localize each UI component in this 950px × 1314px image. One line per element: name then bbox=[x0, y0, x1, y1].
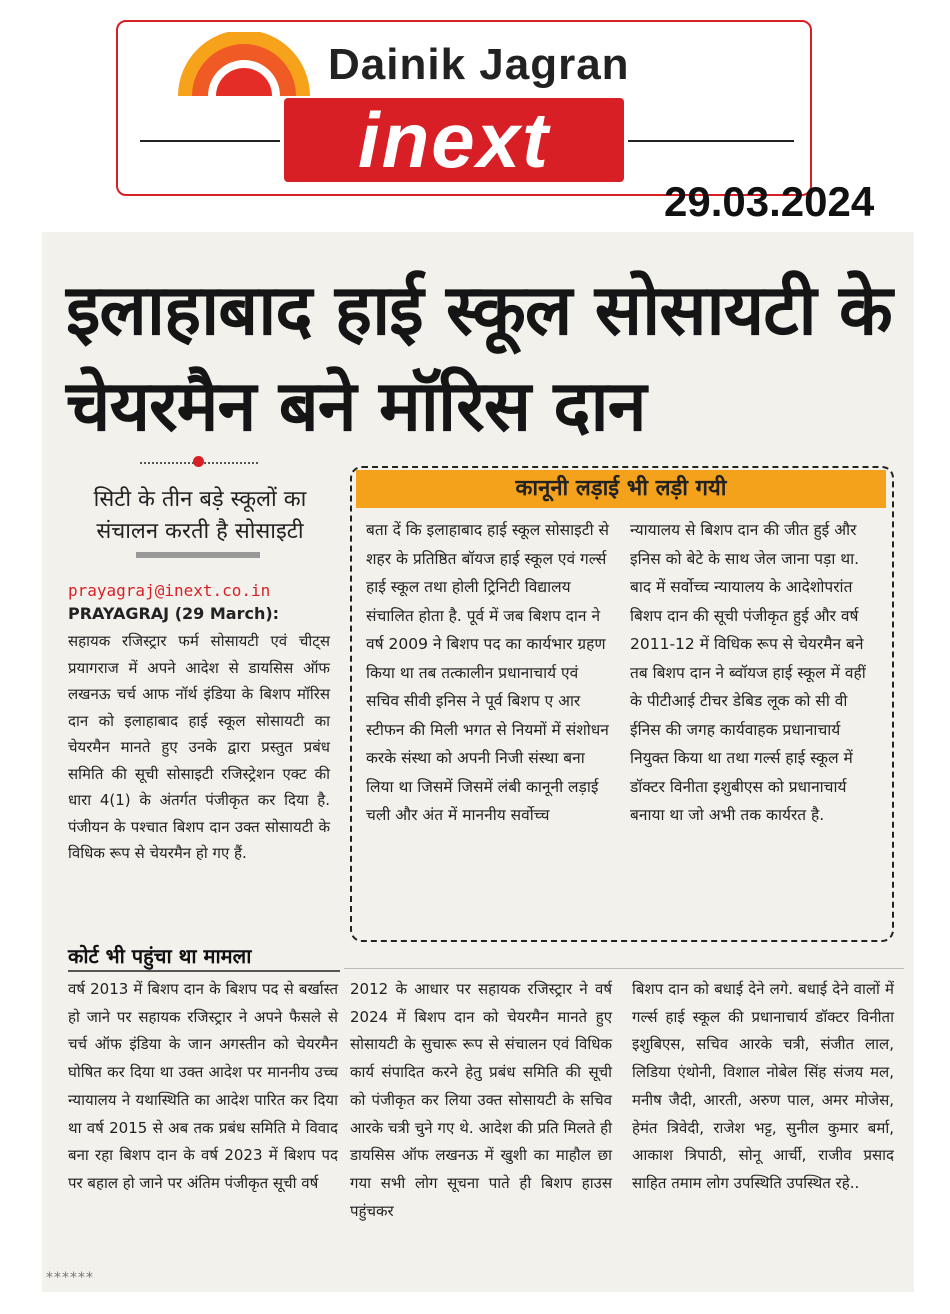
sidebar-column-1: बता दें कि इलाहाबाद हाई स्कूल सोसाइटी से शहर के प्रतिष्ठित बॉयज हाई स्कूल एवं गर्ल्स हाई स्कूल तथा होली ट्रिनिटी विद्यालय संचालित होता है. पूर्व में जब बिशप दान ने वर्ष 2009 ने बिशप पद का कार्यभार ग्रहण किया था तब तत्कालीन प्रधानाचार्य एवं सचिव सीवी इनिस ने पूर्व बिशप ए आर स्टीफन की मिली भगत से नियमों में संशोधन करके संस्था को अपनी निजी संस्था बना लिया था जिसमें जिसमें लंबी कानूनी लड़ाई चली और अंत में माननीय सर्वोच्च bbox=[366, 521, 610, 824]
sidebar-box-title: कानूनी लड़ाई भी लड़ी गयी bbox=[356, 470, 886, 508]
dateline: PRAYAGRAJ (29 March): bbox=[68, 604, 280, 623]
masthead-rule-right bbox=[628, 140, 794, 142]
bottom-divider bbox=[344, 968, 904, 969]
body-column-1: वर्ष 2013 में बिशप दान के बिशप पद से बर्खास्त हो जाने पर सहायक रजिस्ट्रार ने अपने फैसले से चर्च ऑफ इंडिया के जान अगस्तीन को चेयरमैन घोषित कर दिया था उक्त आदेश पर माननीय उच्च न्यायालय ने यथास्थिति का आदेश पारित कर दिया था वर्ष 2015 से अब तक प्रबंध समिति मे विवाद बना रहा बिशप दान के वर्ष 2023 में बिशप पद पर बहाल हो जाने पर अंतिम पंजीकृत सूची वर्ष bbox=[68, 980, 338, 1192]
section-rule bbox=[68, 970, 340, 972]
reporter-email: prayagraj@inext.co.in bbox=[68, 581, 271, 600]
brand-name-main: inext bbox=[284, 98, 624, 182]
section-heading: कोर्ट भी पहुंचा था मामला bbox=[68, 944, 252, 968]
red-dot-icon bbox=[193, 456, 204, 467]
sidebar-column-2: न्यायालय से बिशप दान की जीत हुई और इनिस को बेटे के साथ जेल जाना पड़ा था. बाद में सर्वोच्च न्यायालय के आदेशोपरांत बिशप दान की सूची पंजीकृत हुई और वर्ष 2011-12 में विधिक रूप से चेयरमैन बने तब बिशप दान ने ब्वॉयज हाई स्कूल में वहीं के पीटीआई टीचर डेबिड लूक को सी वी ईनिस की जगह कार्यवाहक प्रधानाचार्य नियुक्त किया था तथा गर्ल्स हाई स्कूल में डॉक्टर विनीता इशुबीएस को प्रधानाचार्य बनाया था जो अभी तक कार्यरत है. bbox=[630, 521, 866, 824]
brand-name-top: Dainik Jagran bbox=[328, 40, 630, 89]
body-column-2: 2012 के आधार पर सहायक रजिस्ट्रार ने वर्ष 2024 में बिशप दान को चेयरमैन मानते हुए सोसायटी के सुचारू रूप से संचालन एवं विधिक कार्य संपादित करने हेतु प्रबंध समिति की सूची को पंजीकृत कर लिया उक्त सोसायटी के सचिव आरके चत्री चुने गए थे. आदेश की प्रति मिलते ही डायसिस ऑफ लखनऊ में खुशी का माहौल छा गया सभी लोग सूचना पाते ही बिशप हाउस पहुंचकर bbox=[350, 980, 612, 1220]
headline: इलाहाबाद हाई स्कूल सोसायटी के चेयरमैन बने मॉरिस दान bbox=[66, 269, 892, 447]
subheadline: सिटी के तीन बड़े स्कूलों का संचालन करती है सोसाइटी bbox=[93, 487, 307, 544]
rising-sun-icon bbox=[174, 32, 314, 98]
body-column-3: बिशप दान को बधाई देने लगे. बधाई देने वालों में गर्ल्स हाई स्कूल की प्रधानाचार्य डॉक्टर विनीता इशुबिएस, सचिव आरके चत्री, संजीत लाल, लिडिया एंथोनी, विशाल नोबेल सिंह संजय मल, मनीष जैदी, आरती, अरुण पाल, अमर मोजेस, हेमंत त्रिवेदी, राजेश भट्ट, सुनील कुमार बर्मा, आकाश त्रिपाठी, सोनू आर्ची, राजीव प्रसाद साहित तमाम लोग उपस्थिति उपस्थित रहे.. bbox=[632, 980, 894, 1192]
masthead-logo bbox=[116, 20, 812, 196]
end-stars: ****** bbox=[46, 1270, 94, 1286]
masthead-rule-left bbox=[140, 140, 280, 142]
publication-date: 29.03.2024 bbox=[664, 178, 875, 225]
subheadline-rule bbox=[136, 552, 260, 558]
lead-paragraph: सहायक रजिस्ट्रार फर्म सोसायटी एवं चीट्स प्रयागराज में अपने आदेश से डायसिस ऑफ लखनऊ चर्च आफ नॉर्थ इंडिया के बिशप मॉरिस दान को इलाहाबाद हाई स्कूल सोसायटी का चेयरमैन मानते हुए उनके द्वारा प्रस्तुत प्रबंध समिति की सूची सोसाइटी रजिस्ट्रेशन एक्ट की धारा 4(1) के अंतर्गत पंजीकृत कर दिया है. पंजीयन के पश्चात बिशप दान उक्त सोसायटी के विधिक रूप से चेयरमैन हो गए हैं. bbox=[68, 632, 330, 862]
